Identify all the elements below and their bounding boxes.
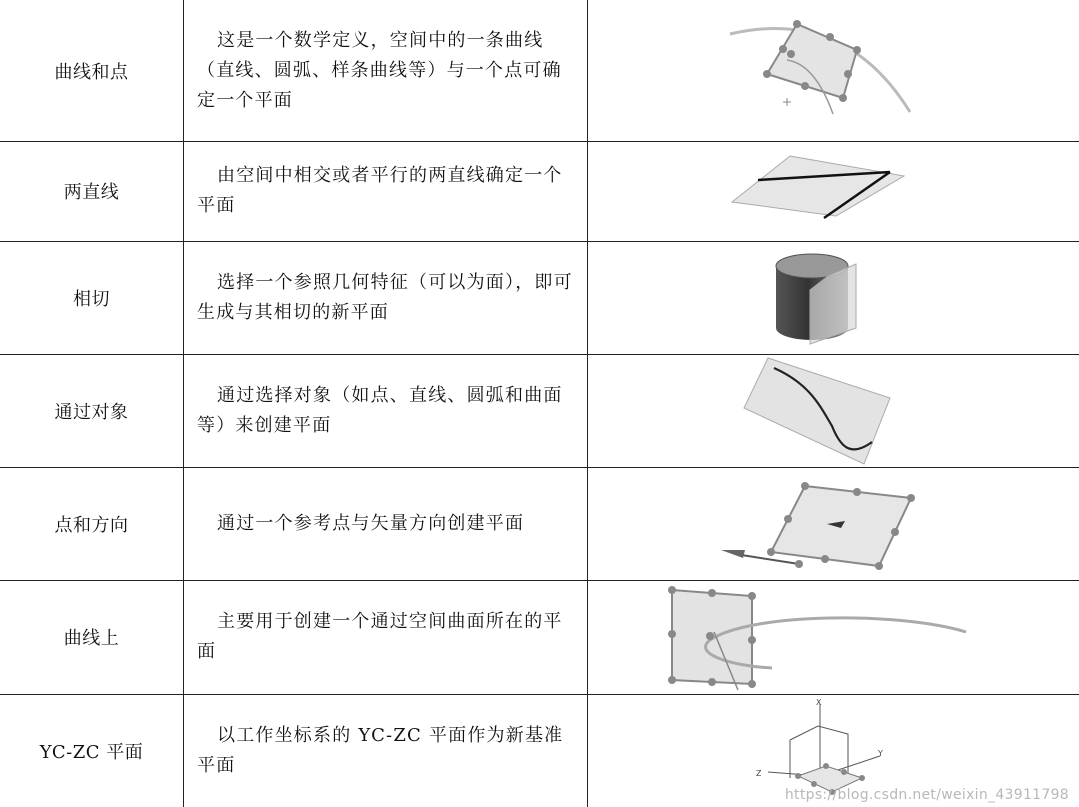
axis-label-z: Z [756,769,762,778]
row-description: 以工作坐标系的 YC-ZC 平面作为新基准平面 [197,724,564,776]
row-name: 两直线 [63,182,120,203]
through-object-plane-icon [740,356,895,466]
row-name: YC-ZC 平面 [39,741,144,763]
axis-label-x: X [816,698,822,707]
row-description: 通过一个参考点与矢量方向创建平面 [217,512,525,534]
row-name: 通过对象 [54,401,129,423]
axis-label-y: Y [878,749,883,758]
row-name: 曲线上 [63,628,120,649]
on-curve-plane-icon [662,584,972,692]
tangent-cylinder-plane-icon [770,246,860,350]
row-name: 曲线和点 [54,61,129,83]
row-description: 选择一个参照几何特征（可以为面），即可生成与其相切的新平面 [197,271,573,323]
row-description: 通过选择对象（如点、直线、圆弧和曲面等）来创建平面 [197,384,563,436]
column-divider [183,0,184,807]
curve-and-point-plane-icon [725,12,915,124]
row-name: 点和方向 [54,514,129,536]
watermark: https://blog.csdn.net/weixin_43911798 [784,787,1069,803]
column-divider [587,0,588,807]
row-description: 主要用于创建一个通过空间曲面所在的平面 [197,611,563,662]
row-name: 相切 [73,288,110,310]
row-description: 由空间中相交或者平行的两直线确定一个平面 [197,165,563,216]
two-lines-plane-icon [728,150,908,225]
row-description: 这是一个数学定义，空间中的一条曲线（直线、圆弧、样条曲线等）与一个点可确定一个平面 [197,29,562,111]
point-direction-plane-icon [715,476,920,574]
